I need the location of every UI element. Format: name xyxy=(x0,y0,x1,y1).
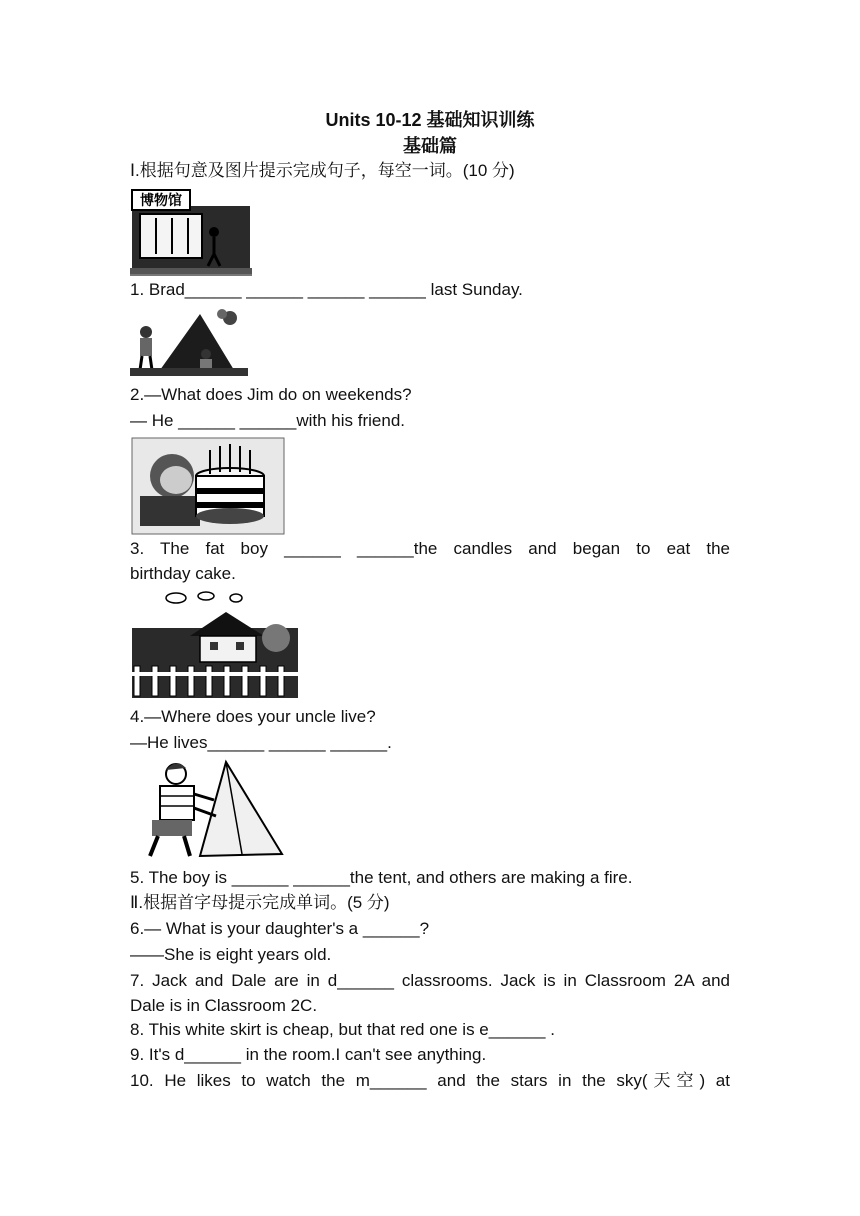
page-subtitle: 基础篇 xyxy=(403,136,457,156)
camping-picture xyxy=(130,304,248,378)
question-2-answer: — He ______ ______with his friend. xyxy=(130,411,406,430)
question-3-line-2: birthday cake. xyxy=(130,564,236,583)
question-1: 1. Brad______ ______ ______ ______ last Sunday. xyxy=(130,280,523,299)
question-3-line-1: 3. The fat boy ______ ______the candles and began to eat the xyxy=(130,539,730,558)
tent-building-picture xyxy=(130,756,286,862)
birthday-cake-picture xyxy=(130,436,286,536)
section-1-heading: Ⅰ.根据句意及图片提示完成句子，每空一词。(10 分) xyxy=(130,161,515,180)
page-title: Units 10-12 基础知识训练 xyxy=(325,110,535,130)
question-2-ask: 2.—What does Jim do on weekends? xyxy=(130,385,412,404)
question-8: 8. This white skirt is cheap, but that red one is e______ . xyxy=(130,1020,555,1039)
countryside-picture xyxy=(130,588,300,700)
museum-sign-text: 博物馆 xyxy=(140,193,182,209)
question-7-line-1: 7. Jack and Dale are in d______ classrooms. Jack is in Classroom 2A and xyxy=(130,971,730,990)
question-4-ask: 4.—Where does your uncle live? xyxy=(130,707,376,726)
question-10: 10. He likes to watch the m______ and the stars in the sky(天空) at xyxy=(130,1071,730,1090)
section-2-heading: Ⅱ.根据首字母提示完成单词。(5 分) xyxy=(130,893,390,912)
question-9: 9. It's d______ in the room.I can't see anything. xyxy=(130,1045,487,1064)
question-6-answer: ——She is eight years old. xyxy=(130,945,332,964)
question-5: 5. The boy is ______ ______the tent, and others are making a fire. xyxy=(130,868,633,887)
question-6-ask: 6.— What is your daughter's a ______? xyxy=(130,919,430,938)
museum-picture xyxy=(130,188,252,276)
question-7-line-2: Dale is in Classroom 2C. xyxy=(130,996,318,1015)
question-4-answer: —He lives______ ______ ______. xyxy=(130,733,392,752)
